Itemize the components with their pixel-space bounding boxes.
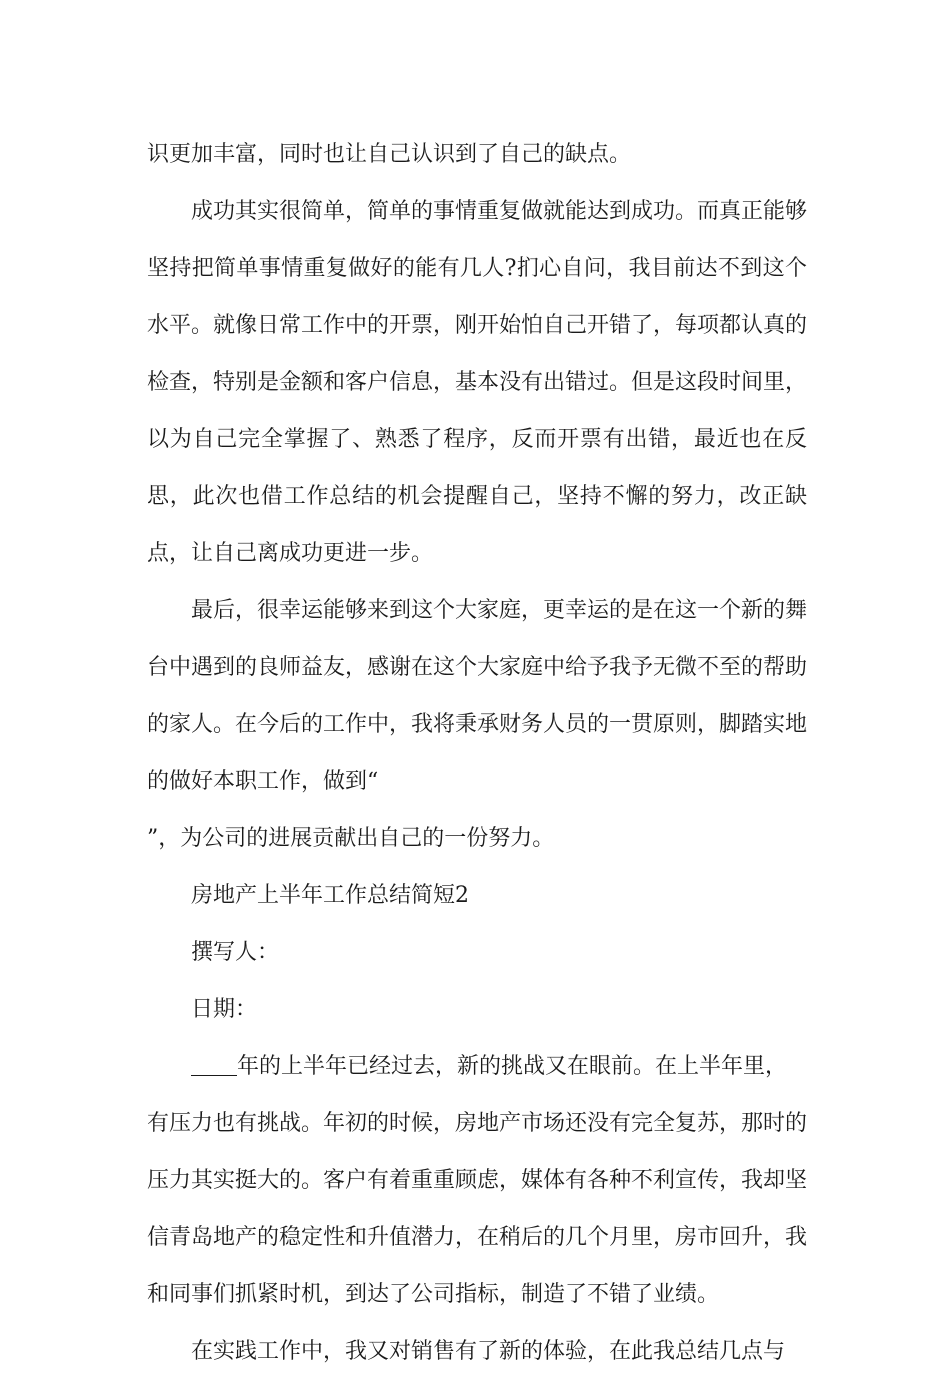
author-line: 撰写人： xyxy=(191,940,280,965)
paragraph-1: 识更加丰富，同时也让自己认识到了自己的缺点。 xyxy=(147,142,632,167)
paragraph-2: 成功其实很简单，简单的事情重复做就能达到成功。而真正能够坚持把简单事情重复做好的能有几人?扪心自问，我目前达不到这个水平。就像日常工作中的开票，刚开始怕自己开错了，每项都认真的检查，特别是金额和客户信息，基本没有出错过。但是这段时间里，以为自己完全掌握了、熟悉了程序，反而开票有出错，最近也在反思，此次也借工作总结的机会提醒自己，坚持不懈的努力，改正缺点，让自己离成功更进一步。 xyxy=(147,199,808,566)
paragraph-3: 最后，很幸运能够来到这个大家庭，更幸运的是在这一个新的舞台中遇到的良师益友，感谢在这个大家庭中给予我予无微不至的帮助的家人。在今后的工作中，我将秉承财务人员的一贯原则，脚踏实地的做好本职工作，做到“ xyxy=(147,598,808,794)
paragraph-10: 在实践工作中，我又对销售有了新的体验，在此我总结几点与 xyxy=(191,1339,786,1364)
year-blank xyxy=(191,1053,237,1076)
document-body xyxy=(147,126,807,1380)
paragraph-4: ”，为公司的进展贡献出自己的一份努力。 xyxy=(147,826,555,851)
paragraph-8-text: 年的上半年已经过去，新的挑战又在眼前。在上半年里， xyxy=(237,1054,788,1079)
date-line: 日期： xyxy=(191,997,258,1022)
paragraph-8 xyxy=(147,1038,807,1095)
document-subtitle: 房地产上半年工作总结简短2 xyxy=(191,883,469,908)
paragraph-9: 有压力也有挑战。年初的时候，房地产市场还没有完全复苏，那时的压力其实挺大的。客户有着重重顾虑，媒体有各种不利宣传，我却坚信青岛地产的稳定性和升值潜力，在稍后的几个月里，房市回升，我和同事们抓紧时机，到达了公司指标，制造了不错了业绩。 xyxy=(147,1111,808,1307)
